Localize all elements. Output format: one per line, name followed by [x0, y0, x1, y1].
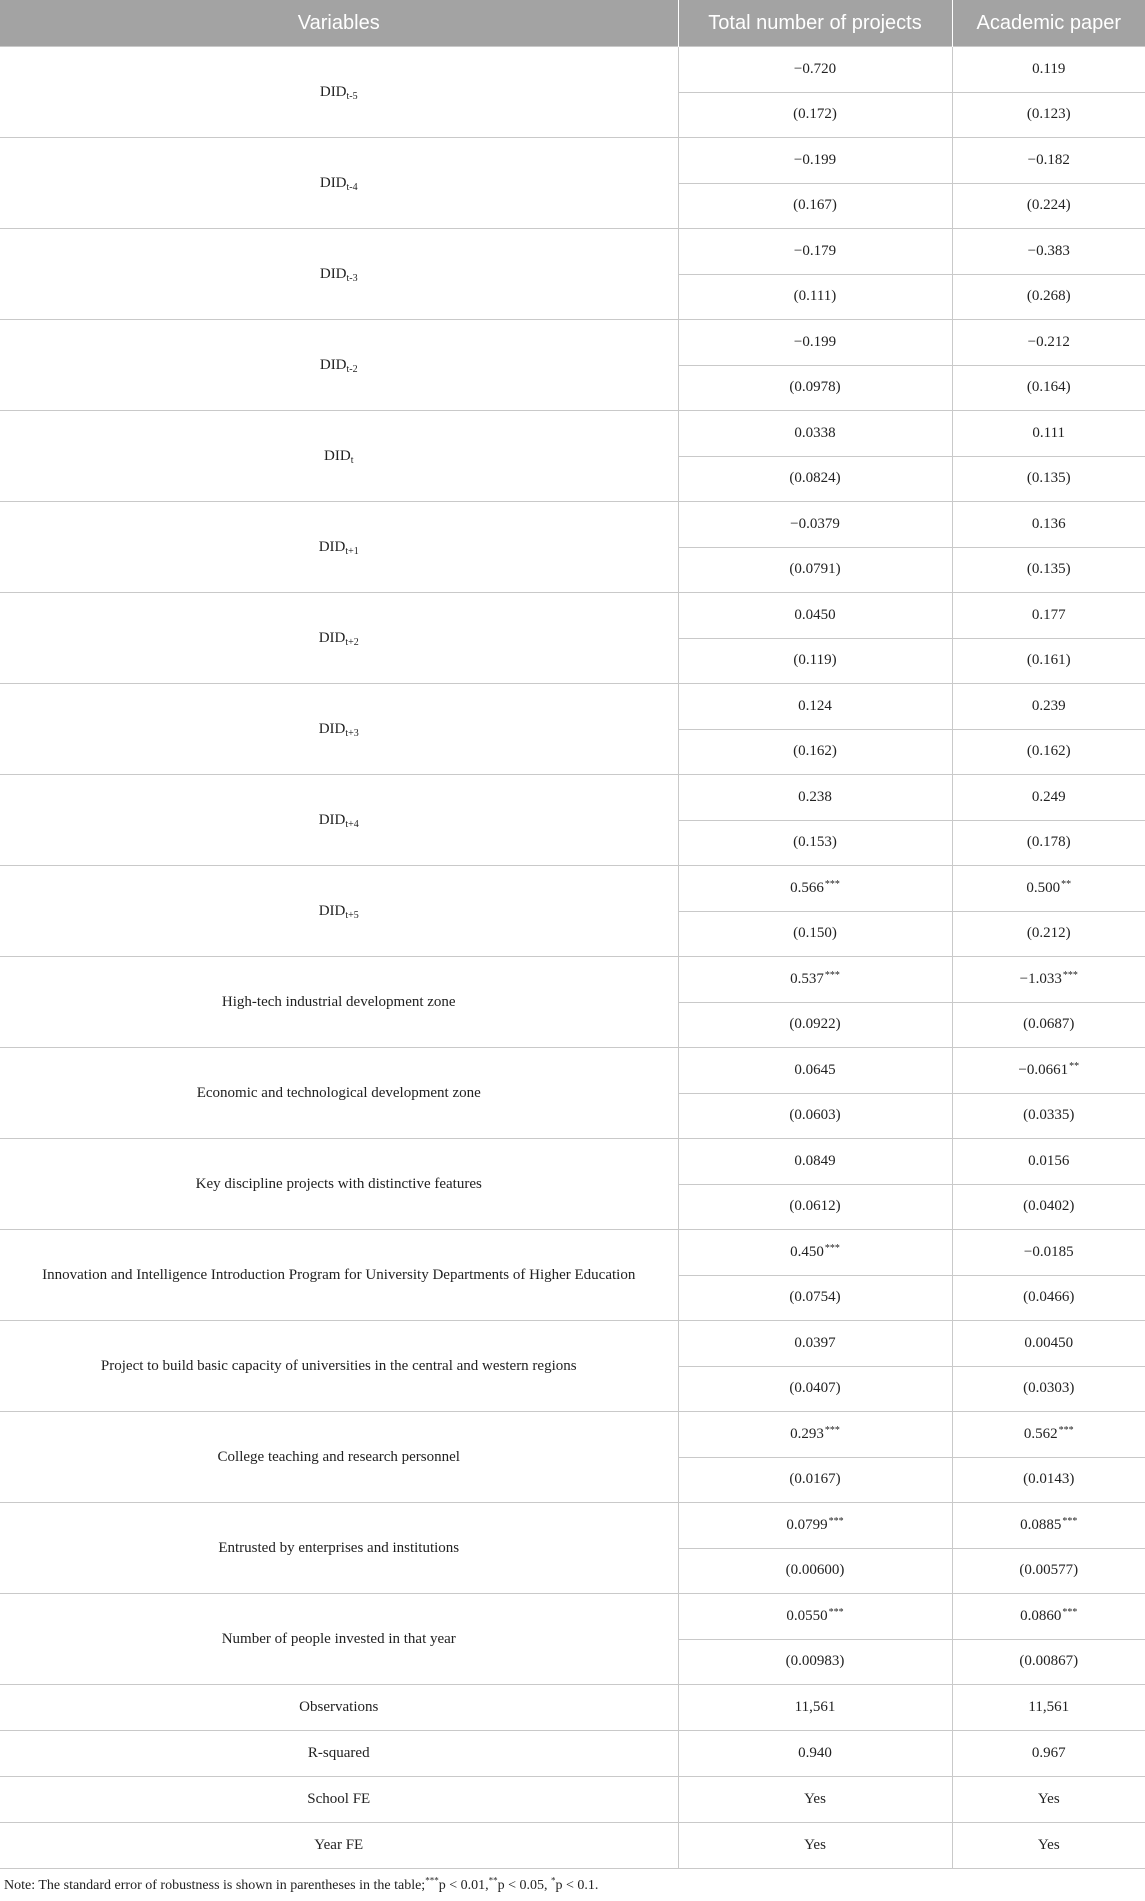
- header-row: [0, 0, 1145, 47]
- se-cell-paper: (0.135): [952, 547, 1145, 593]
- stat-label: R-squared: [0, 1731, 678, 1777]
- significance-stars: **: [1061, 878, 1072, 890]
- stat-label: Observations: [0, 1685, 678, 1731]
- coef-cell-projects: [678, 866, 952, 912]
- coef-cell-paper: [952, 957, 1145, 1003]
- variable-name-cell: [0, 47, 678, 138]
- variable-name: DID: [324, 447, 351, 464]
- variable-name: Number of people invested in that year: [221, 1630, 456, 1647]
- coef-value: 0.177: [1031, 606, 1066, 623]
- note-p005: p < 0.05,: [497, 1878, 552, 1893]
- variable-name: DID: [318, 720, 346, 737]
- variable-name-cell: [0, 1503, 678, 1594]
- se-cell-projects: (0.0791): [678, 547, 952, 593]
- variable-name: DID: [318, 538, 346, 555]
- se-cell-projects: (0.00600): [678, 1548, 952, 1594]
- se-cell-paper: (0.0402): [952, 1184, 1145, 1230]
- variable-name-cell: [0, 1048, 678, 1139]
- coef-cell-projects: [678, 47, 952, 93]
- header-variables: Variables: [0, 0, 678, 47]
- variable-name-cell: [0, 1594, 678, 1685]
- variable-subscript: t-2: [346, 363, 358, 375]
- se-cell-projects: (0.167): [678, 183, 952, 229]
- variable-subscript: t-5: [346, 90, 358, 102]
- variable-name-cell: [0, 411, 678, 502]
- coef-cell-projects: [678, 684, 952, 730]
- se-cell-paper: (0.0466): [952, 1275, 1145, 1321]
- variable-name: Project to build basic capacity of universities in the central and western regions: [100, 1357, 577, 1374]
- coef-value: −1.033: [1019, 970, 1062, 987]
- se-cell-projects: (0.0824): [678, 456, 952, 502]
- se-cell-projects: (0.111): [678, 274, 952, 320]
- note-p01: p < 0.1.: [555, 1878, 599, 1893]
- se-cell-projects: (0.0167): [678, 1457, 952, 1503]
- coef-value: 0.136: [1031, 515, 1066, 532]
- variable-name-cell: [0, 229, 678, 320]
- se-cell-projects: (0.0978): [678, 365, 952, 411]
- coef-cell-paper: [952, 320, 1145, 366]
- coef-cell-paper: [952, 47, 1145, 93]
- coef-value: 0.00450: [1024, 1334, 1074, 1351]
- variable-name-cell: [0, 502, 678, 593]
- coef-value: 0.0849: [794, 1152, 836, 1169]
- stat-value-projects: Yes: [678, 1823, 952, 1869]
- coef-value: 0.0397: [794, 1334, 836, 1351]
- table-body: [0, 47, 1145, 1869]
- se-cell-paper: (0.0687): [952, 1002, 1145, 1048]
- variable-name-cell: [0, 1230, 678, 1321]
- table-row-coef: [0, 593, 1145, 639]
- coef-cell-projects: [678, 775, 952, 821]
- coef-cell-paper: [952, 684, 1145, 730]
- se-cell-paper: (0.178): [952, 820, 1145, 866]
- coef-cell-paper: [952, 866, 1145, 912]
- se-cell-paper: (0.0335): [952, 1093, 1145, 1139]
- coef-value: 0.537: [790, 970, 824, 987]
- coef-value: 0.0450: [794, 606, 836, 623]
- coef-cell-projects: [678, 1230, 952, 1276]
- header-academic-paper: Academic paper: [952, 0, 1145, 47]
- se-cell-paper: (0.212): [952, 911, 1145, 957]
- coef-value: 0.249: [1031, 788, 1066, 805]
- coef-value: 0.124: [798, 697, 832, 714]
- coef-cell-paper: [952, 229, 1145, 275]
- significance-stars: ***: [828, 1606, 844, 1618]
- coef-value: −0.179: [793, 242, 837, 259]
- coef-cell-paper: [952, 1321, 1145, 1367]
- variable-subscript: t+4: [345, 818, 359, 830]
- coef-value: −0.720: [793, 60, 837, 77]
- coef-cell-paper: [952, 593, 1145, 639]
- se-cell-projects: (0.0612): [678, 1184, 952, 1230]
- se-cell-projects: (0.119): [678, 638, 952, 684]
- coef-cell-paper: [952, 1412, 1145, 1458]
- table-row-coef: [0, 684, 1145, 730]
- note-stars-2: **: [488, 1875, 498, 1886]
- coef-value: 0.0156: [1028, 1152, 1070, 1169]
- se-cell-paper: (0.224): [952, 183, 1145, 229]
- se-cell-projects: (0.172): [678, 92, 952, 138]
- variable-name: Economic and technological development zone: [196, 1084, 481, 1101]
- coef-cell-projects: [678, 320, 952, 366]
- coef-value: −0.0379: [790, 515, 840, 532]
- table-row-coef: [0, 47, 1145, 93]
- se-cell-paper: (0.164): [952, 365, 1145, 411]
- variable-name-cell: [0, 593, 678, 684]
- variable-subscript: t-4: [346, 181, 358, 193]
- note-stars-3: ***: [425, 1875, 439, 1886]
- se-cell-paper: (0.123): [952, 92, 1145, 138]
- table-row-coef: [0, 775, 1145, 821]
- coef-cell-paper: [952, 411, 1145, 457]
- se-cell-projects: (0.162): [678, 729, 952, 775]
- coef-cell-projects: [678, 1048, 952, 1094]
- table-row-coef: [0, 1139, 1145, 1185]
- coef-cell-paper: [952, 1594, 1145, 1640]
- coef-value: 0.0885: [1020, 1516, 1062, 1533]
- significance-stars: ***: [1062, 969, 1078, 981]
- variable-name: DID: [319, 174, 347, 191]
- variable-name: DID: [318, 902, 346, 919]
- coef-cell-paper: [952, 1139, 1145, 1185]
- se-cell-paper: (0.00867): [952, 1639, 1145, 1685]
- variable-name: High-tech industrial development zone: [221, 993, 456, 1010]
- variable-name-cell: [0, 684, 678, 775]
- coef-value: 0.293: [790, 1425, 824, 1442]
- table-row-coef: [0, 229, 1145, 275]
- significance-stars: ***: [824, 878, 840, 890]
- variable-subscript: t+3: [345, 727, 359, 739]
- coef-cell-paper: [952, 1048, 1145, 1094]
- stat-value-paper: Yes: [952, 1823, 1145, 1869]
- coef-value: −0.0661: [1018, 1061, 1069, 1078]
- se-cell-projects: (0.0754): [678, 1275, 952, 1321]
- se-cell-projects: (0.00983): [678, 1639, 952, 1685]
- variable-name-cell: [0, 957, 678, 1048]
- table-row-coef: [0, 1048, 1145, 1094]
- coef-cell-projects: [678, 593, 952, 639]
- table-row-coef: [0, 320, 1145, 366]
- variable-name: Innovation and Intelligence Introduction Program for University Departments of Higher Education: [42, 1266, 636, 1283]
- variable-subscript: t+1: [345, 545, 359, 557]
- variable-name: Key discipline projects with distinctive features: [195, 1175, 482, 1192]
- coef-cell-paper: [952, 1230, 1145, 1276]
- se-cell-paper: (0.135): [952, 456, 1145, 502]
- variable-name: DID: [319, 265, 347, 282]
- coef-cell-paper: [952, 138, 1145, 184]
- variable-name-cell: [0, 320, 678, 411]
- significance-stars: ***: [1062, 1515, 1078, 1527]
- coef-cell-projects: [678, 1139, 952, 1185]
- coef-cell-projects: [678, 1503, 952, 1549]
- table-row-coef: [0, 1412, 1145, 1458]
- coef-value: −0.0185: [1023, 1243, 1074, 1260]
- note-p001: p < 0.01,: [438, 1878, 489, 1893]
- coef-cell-projects: [678, 957, 952, 1003]
- table-row-stat: [0, 1685, 1145, 1731]
- se-cell-paper: (0.268): [952, 274, 1145, 320]
- se-cell-projects: (0.150): [678, 911, 952, 957]
- coef-cell-projects: [678, 1412, 952, 1458]
- significance-stars: **: [1069, 1060, 1080, 1072]
- variable-name-cell: [0, 775, 678, 866]
- table-row-coef: [0, 1230, 1145, 1276]
- variable-name-cell: [0, 1139, 678, 1230]
- significance-stars: ***: [824, 1424, 840, 1436]
- se-cell-projects: (0.0922): [678, 1002, 952, 1048]
- se-cell-paper: (0.0303): [952, 1366, 1145, 1412]
- significance-stars: ***: [1062, 1606, 1078, 1618]
- coef-value: 0.566: [790, 879, 824, 896]
- variable-name: DID: [319, 83, 347, 100]
- variable-subscript: t-3: [346, 272, 358, 284]
- table-row-coef: [0, 1594, 1145, 1640]
- coef-cell-paper: [952, 502, 1145, 548]
- table-row-coef: [0, 957, 1145, 1003]
- coef-value: −0.212: [1027, 333, 1070, 350]
- table-row-coef: [0, 866, 1145, 912]
- variable-name: DID: [318, 629, 346, 646]
- variable-subscript: t+2: [345, 636, 359, 648]
- coef-cell-projects: [678, 1594, 952, 1640]
- coef-cell-paper: [952, 775, 1145, 821]
- variable-name-cell: [0, 1412, 678, 1503]
- coef-value: −0.199: [793, 151, 837, 168]
- stat-value-paper: Yes: [952, 1777, 1145, 1823]
- coef-cell-projects: [678, 502, 952, 548]
- se-cell-paper: (0.162): [952, 729, 1145, 775]
- coef-value: −0.383: [1027, 242, 1070, 259]
- coef-cell-projects: [678, 1321, 952, 1367]
- coef-value: −0.199: [793, 333, 837, 350]
- note-stars-1: *: [551, 1875, 556, 1886]
- table-row-stat: [0, 1823, 1145, 1869]
- se-cell-projects: (0.0407): [678, 1366, 952, 1412]
- coef-value: 0.450: [790, 1243, 824, 1260]
- coef-value: 0.0860: [1020, 1607, 1062, 1624]
- coef-cell-projects: [678, 229, 952, 275]
- table-row-stat: [0, 1731, 1145, 1777]
- se-cell-paper: (0.161): [952, 638, 1145, 684]
- significance-stars: ***: [824, 969, 840, 981]
- stat-label: School FE: [0, 1777, 678, 1823]
- se-cell-paper: (0.0143): [952, 1457, 1145, 1503]
- significance-stars: ***: [828, 1515, 844, 1527]
- table-row-coef: [0, 1503, 1145, 1549]
- header-total-projects: Total number of projects: [678, 0, 952, 47]
- stat-value-projects: 0.940: [678, 1731, 952, 1777]
- se-cell-projects: (0.0603): [678, 1093, 952, 1139]
- coef-value: 0.562: [1023, 1425, 1058, 1442]
- table-note: [4, 1875, 599, 1894]
- coef-value: −0.182: [1027, 151, 1070, 168]
- variable-subscript: t+5: [345, 909, 359, 921]
- coef-value: 0.0645: [794, 1061, 836, 1078]
- stat-value-paper: 11,561: [952, 1685, 1145, 1731]
- variable-subscript: t: [350, 454, 354, 466]
- coef-value: 0.119: [1032, 60, 1066, 77]
- coef-value: 0.0799: [786, 1516, 828, 1533]
- variable-name: Entrusted by enterprises and institutions: [218, 1539, 460, 1556]
- coef-value: 0.500: [1026, 879, 1061, 896]
- stat-value-projects: 11,561: [678, 1685, 952, 1731]
- se-cell-projects: (0.153): [678, 820, 952, 866]
- table-row-coef: [0, 502, 1145, 548]
- coef-cell-projects: [678, 411, 952, 457]
- note-prefix: Note: The standard error of robustness is shown in parentheses in the table;: [4, 1878, 426, 1893]
- table-row-coef: [0, 1321, 1145, 1367]
- coef-value: 0.0550: [786, 1607, 828, 1624]
- coef-value: 0.0338: [794, 424, 836, 441]
- coef-cell-paper: [952, 1503, 1145, 1549]
- stat-value-projects: Yes: [678, 1777, 952, 1823]
- se-cell-paper: (0.00577): [952, 1548, 1145, 1594]
- table-row-coef: [0, 138, 1145, 184]
- stat-label: Year FE: [0, 1823, 678, 1869]
- variable-name-cell: [0, 1321, 678, 1412]
- variable-name: DID: [319, 356, 347, 373]
- coef-value: 0.239: [1031, 697, 1066, 714]
- stat-value-paper: 0.967: [952, 1731, 1145, 1777]
- variable-name: DID: [318, 811, 346, 828]
- coef-value: 0.111: [1032, 424, 1066, 441]
- table-row-coef: [0, 411, 1145, 457]
- variable-name: College teaching and research personnel: [217, 1448, 460, 1465]
- significance-stars: ***: [1058, 1424, 1074, 1436]
- variable-name-cell: [0, 866, 678, 957]
- significance-stars: ***: [824, 1242, 840, 1254]
- variable-name-cell: [0, 138, 678, 229]
- coef-value: 0.238: [798, 788, 832, 805]
- coef-cell-projects: [678, 138, 952, 184]
- table-row-stat: [0, 1777, 1145, 1823]
